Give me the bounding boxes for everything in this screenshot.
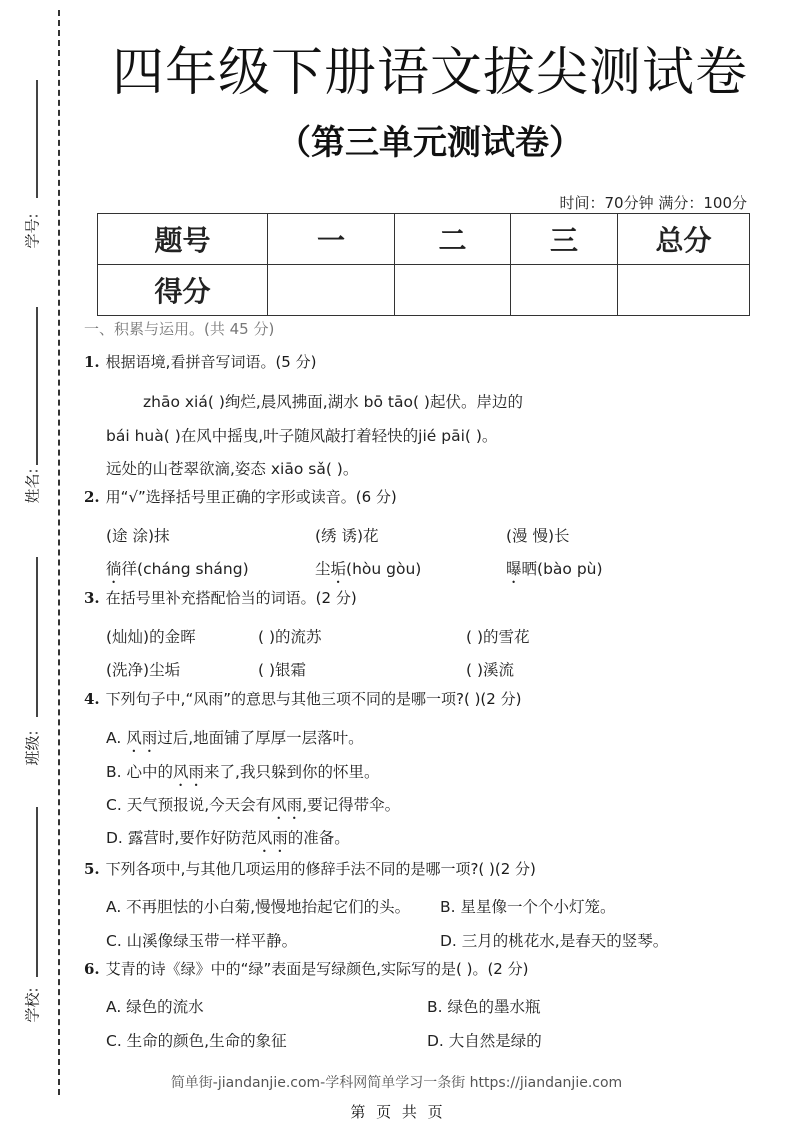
score-table-header-row [98,214,750,265]
student-id-label: 学号: [23,213,42,249]
page-number: 第 页 共 页 [350,1103,443,1121]
q4-option-b[interactable]: B. 心中的风雨来了,我只躲到你的怀里。 [106,763,380,781]
q2-choice-6[interactable]: 曝晒(bào pù) [506,560,603,578]
section-heading: 一、积累与运用。(共 45 分) [84,320,275,338]
binding-dashed-line [58,10,60,1095]
q4-option-d[interactable]: D. 露营时,要作好防范风雨的准备。 [106,829,350,847]
school-label: 学校: [23,987,42,1023]
question-5 [84,862,536,877]
q6-option-c[interactable]: C. 生命的颜色,生命的象征 [106,1032,287,1050]
q6-option-d[interactable]: D. 大自然是绿的 [427,1032,542,1050]
q1-line-2: bái huà( )在风中摇曳,叶子随风敲打着轻快的jié pāi( )。 [106,427,498,445]
question-prompt: 根据语境,看拼音写词语。(5 分) [105,353,317,371]
q5-option-a[interactable]: A. 不再胆怯的小白菊,慢慢地抬起它们的头。 [106,898,411,916]
q1-line-1: zhāo xiá( )绚烂,晨风拂面,湖水 bō tāo( )起伏。岸边的 [143,393,523,411]
class-label: 班级: [23,730,42,766]
page-subtitle: （第三单元测试卷） [277,123,583,163]
question-3 [84,591,357,606]
page-title: 四年级下册语文拔尖测试卷 [111,43,748,103]
question-number: 6. [84,960,100,978]
exam-meta: 时间：70分钟 满分：100分 [559,194,747,212]
q3-item-6[interactable]: ( )溪流 [466,661,515,679]
q5-option-d[interactable]: D. 三月的桃花水,是春天的竖琴。 [440,932,669,950]
q2-choice-3[interactable]: (漫 慢)长 [506,527,570,545]
question-prompt: 下列句子中,“风雨”的意思与其他三项不同的是哪一项?( )(2 分) [105,690,522,708]
q6-option-a[interactable]: A. 绿色的流水 [106,998,204,1016]
question-prompt: 用“√”选择括号里正确的字形或读音。(6 分) [105,488,397,506]
question-prompt: 在括号里补充搭配恰当的词语。(2 分) [105,589,357,607]
question-number: 5. [84,860,100,878]
name-field[interactable] [36,307,38,465]
header-cell-part-3: 三 [511,214,618,265]
header-cell-part-2: 二 [395,214,511,265]
question-6 [84,962,528,977]
class-field[interactable] [36,557,38,717]
q3-item-1: (灿灿)的金晖 [106,628,196,646]
q2-choice-4[interactable]: 徜徉(cháng sháng) [106,560,249,578]
question-number: 1. [84,353,100,371]
q4-option-c[interactable]: C. 天气预报说,今天会有风雨,要记得带伞。 [106,796,401,814]
score-cell-part-3[interactable] [511,265,618,316]
question-number: 4. [84,690,100,708]
question-2 [84,490,397,505]
score-cell-part-1[interactable] [268,265,395,316]
score-cell-total[interactable] [618,265,750,316]
q4-option-a[interactable]: A. 风雨过后,地面铺了厚厚一层落叶。 [106,729,364,747]
question-4 [84,692,521,707]
header-cell-total: 总分 [618,214,750,265]
score-table [97,213,750,316]
school-field[interactable] [36,807,38,977]
q6-option-b[interactable]: B. 绿色的墨水瓶 [427,998,541,1016]
question-prompt: 下列各项中,与其他几项运用的修辞手法不同的是哪一项?( )(2 分) [105,860,536,878]
q5-option-c[interactable]: C. 山溪像绿玉带一样平静。 [106,932,298,950]
q3-item-3[interactable]: ( )的雪花 [466,628,530,646]
q3-item-5[interactable]: ( )银霜 [258,661,307,679]
q3-item-4: (洗净)尘垢 [106,661,181,679]
q2-choice-2[interactable]: (绣 诱)花 [315,527,379,545]
source-watermark: 简单街-jiandanjie.com-学科网简单学习一条街 https://jiandanjie.com [170,1075,623,1091]
header-cell-part-1: 一 [268,214,395,265]
question-prompt: 艾青的诗《绿》中的“绿”表面是写绿颜色,实际写的是( )。(2 分) [105,960,529,978]
question-1 [84,355,316,370]
score-cell-part-2[interactable] [395,265,511,316]
header-cell-question-number: 题号 [98,214,268,265]
q5-option-b[interactable]: B. 星星像一个个小灯笼。 [440,898,616,916]
q3-item-2[interactable]: ( )的流苏 [258,628,322,646]
student-id-field[interactable] [36,80,38,198]
score-row-label: 得分 [98,265,268,316]
q2-choice-5[interactable]: 尘垢(hòu gòu) [315,560,422,578]
question-number: 3. [84,589,100,607]
q2-choice-1[interactable]: (途 涂)抹 [106,527,170,545]
question-number: 2. [84,488,100,506]
q1-line-3: 远处的山苍翠欲滴,姿态 xiāo sǎ( )。 [106,460,359,478]
name-label: 姓名: [23,468,42,504]
score-table-score-row [98,265,750,316]
